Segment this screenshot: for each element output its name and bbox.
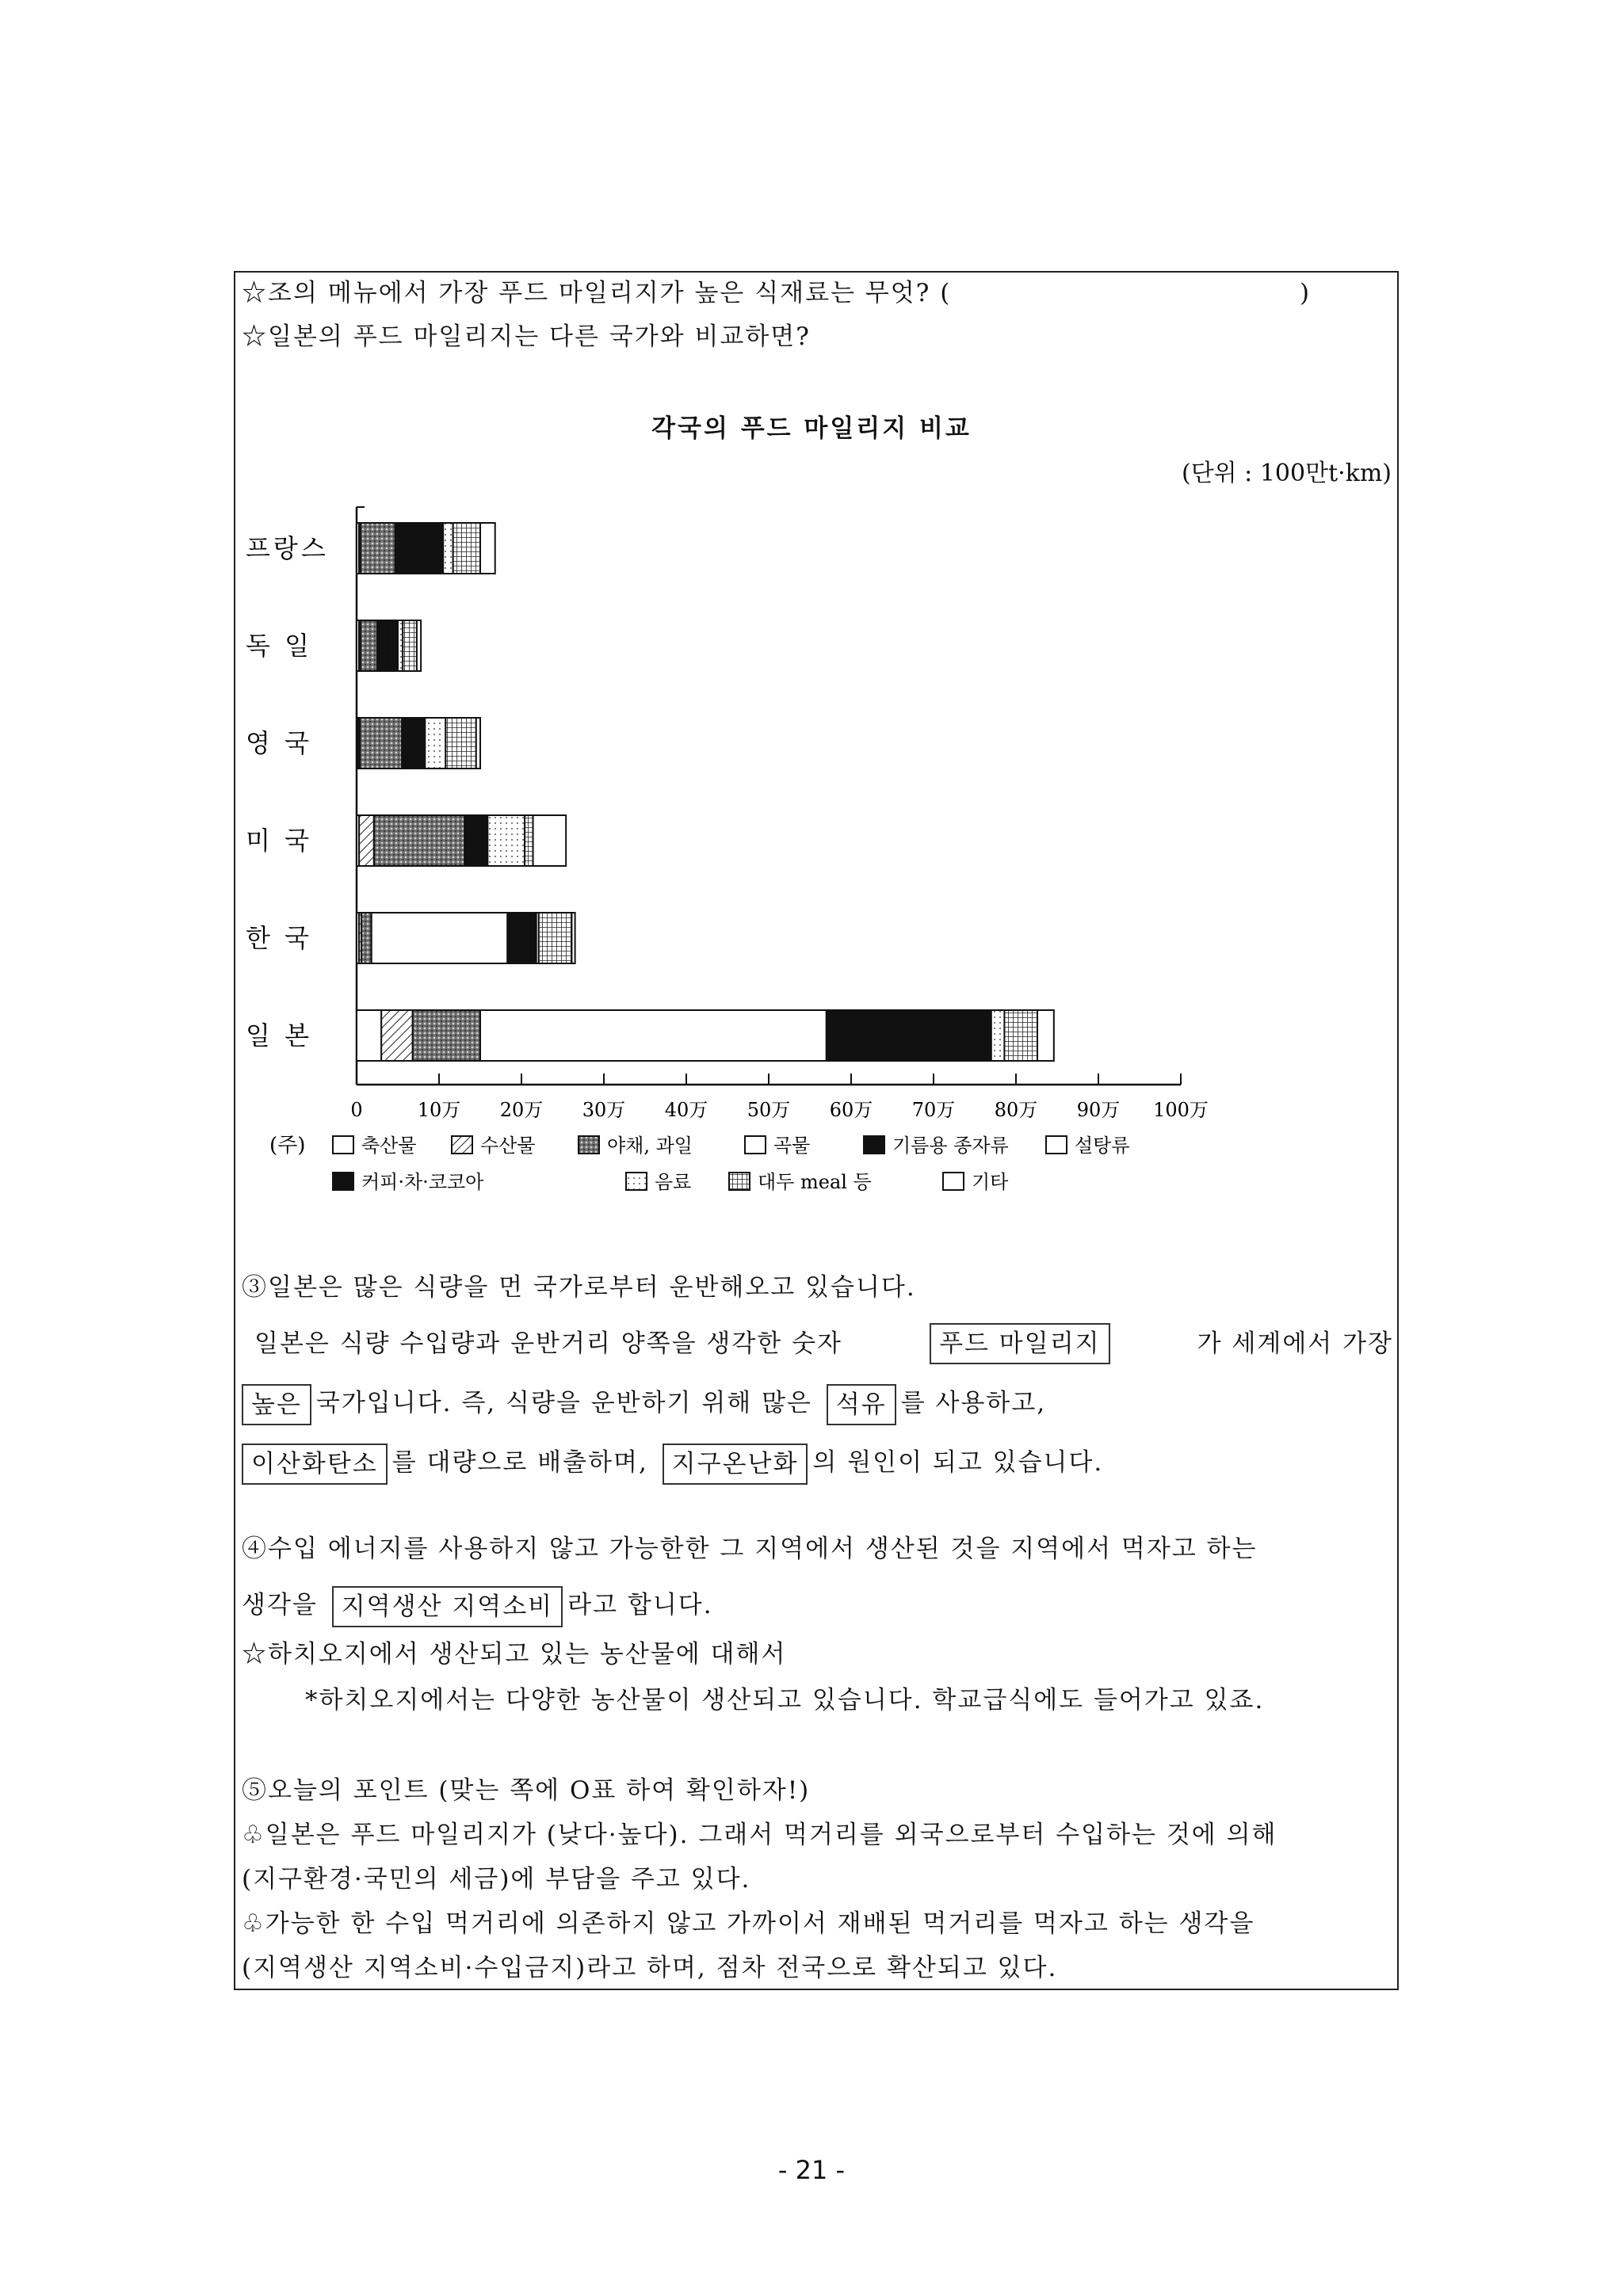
chart-legend xyxy=(269,1134,1130,1193)
legend-swatch xyxy=(864,1136,884,1154)
category-label: 한 국 xyxy=(246,923,312,953)
category-label: 미 국 xyxy=(246,826,312,856)
x-tick-label: 90万 xyxy=(1076,1099,1121,1121)
bar-segment xyxy=(827,1010,991,1061)
bar-segment xyxy=(425,718,445,769)
answer-box-oil: 석유 xyxy=(827,1384,896,1425)
section-3-line-4: 이산화탄소 를 대량으로 배출하며, 지구온난화 의 원인이 되고 있습니다. xyxy=(242,1442,1393,1485)
section-5-line-2: ♧일본은 푸드 마일리지가 (낮다·높다). 그래서 먹거리를 외국으로부터 수입하는 것에 의해 xyxy=(242,1821,1277,1849)
bar-segment xyxy=(1037,1010,1054,1061)
section-5-line-5: (지역생산 지역소비·수입금지)라고 하며, 점차 전국으로 확산되고 있다. xyxy=(242,1954,1058,1982)
answer-box-food-mileage: 푸드 마일리지 xyxy=(930,1323,1110,1364)
legend-swatch xyxy=(626,1173,647,1190)
bar-segment xyxy=(453,523,480,574)
bar-segment xyxy=(487,815,525,866)
chart-bars xyxy=(357,523,1054,1061)
legend-label: 수산물 xyxy=(480,1135,536,1157)
legend-swatch xyxy=(745,1136,766,1154)
x-tick-label: 10万 xyxy=(417,1099,461,1121)
category-label: 프랑스 xyxy=(246,533,329,563)
bar-segment xyxy=(372,913,508,963)
x-tick-label: 50万 xyxy=(747,1099,791,1121)
answer-box-global-warming: 지구온난화 xyxy=(663,1444,808,1485)
section-5-line-3: (지구환경·국민의 세금)에 부담을 주고 있다. xyxy=(242,1865,751,1894)
category-label: 영 국 xyxy=(246,728,312,758)
legend-label: 음료 xyxy=(655,1171,692,1193)
bar-segment xyxy=(403,620,417,671)
legend-swatch xyxy=(579,1136,599,1154)
answer-box-co2: 이산화탄소 xyxy=(242,1444,388,1485)
section-5-line-1: ⑤오늘의 포인트 (맞는 쪽에 O표 하여 확인하자!) xyxy=(242,1776,811,1805)
bar-segment xyxy=(411,718,426,769)
category-label: 독 일 xyxy=(246,631,312,661)
legend-label: 설탕류 xyxy=(1075,1135,1130,1157)
bar-segment xyxy=(1004,1010,1037,1061)
bar-segment xyxy=(480,1010,827,1061)
bar-segment xyxy=(357,1010,381,1061)
legend-swatch xyxy=(333,1136,353,1154)
x-tick-label: 60万 xyxy=(829,1099,873,1121)
bar-segment xyxy=(377,620,388,671)
answer-box-local-production: 지역생산 지역소비 xyxy=(332,1586,563,1627)
question-1-close: ) xyxy=(1300,279,1312,307)
bar-segment xyxy=(360,718,402,769)
x-tick-label: 70万 xyxy=(911,1099,956,1121)
section-4-line-4: *하치오지에서는 다양한 농산물이 생산되고 있습니다. 학교급식에도 들어가고 있죠. xyxy=(305,1686,1265,1714)
x-tick-label: 20万 xyxy=(499,1099,544,1121)
legend-swatch xyxy=(333,1173,353,1190)
bar-segment xyxy=(361,913,371,963)
page-number: - 21 - xyxy=(777,2155,846,2185)
x-tick-label: 30万 xyxy=(582,1099,626,1121)
legend-prefix: (주) xyxy=(269,1134,306,1158)
bar-segment xyxy=(361,523,395,574)
bar-segment xyxy=(480,523,495,574)
bar-segment xyxy=(476,718,480,769)
bar-segment xyxy=(417,620,421,671)
bar-segment xyxy=(507,913,536,963)
food-mileage-chart xyxy=(238,499,1228,1212)
chart-title: 각국의 푸드 마일리지 비교 xyxy=(651,414,972,443)
bar-segment xyxy=(381,1010,413,1061)
section-3-title: ③일본은 많은 식량을 먼 국가로부터 운반해오고 있습니다. xyxy=(242,1273,916,1302)
bar-segment xyxy=(539,913,572,963)
section-5-line-4: ♧가능한 한 수입 먹거리에 의존하지 않고 가까이서 재배된 먹거리를 먹자고 하는 생각을 xyxy=(242,1909,1255,1938)
legend-swatch xyxy=(452,1136,472,1154)
bar-segment xyxy=(525,815,533,866)
bar-segment xyxy=(388,620,398,671)
legend-label: 곡물 xyxy=(773,1135,811,1157)
question-1-text: ☆조의 메뉴에서 가장 푸드 마일리지가 높은 식재료는 무엇? ( xyxy=(242,279,952,307)
legend-label: 대두 meal 등 xyxy=(758,1171,872,1193)
chart-unit: (단위 : 100만t·km) xyxy=(1181,460,1392,487)
bar-segment xyxy=(443,523,453,574)
bar-segment xyxy=(445,718,475,769)
bar-segment xyxy=(464,815,487,866)
legend-label: 커피·차·코코아 xyxy=(361,1171,484,1193)
bar-segment xyxy=(359,815,374,866)
bar-segment xyxy=(571,913,575,963)
x-tick-label: 100万 xyxy=(1153,1099,1209,1121)
bar-segment xyxy=(361,620,377,671)
bar-segment xyxy=(991,1010,1005,1061)
bar-segment xyxy=(402,718,410,769)
bar-segment xyxy=(374,815,464,866)
question-2: ☆일본의 푸드 마일리지는 다른 국가와 비교하면? xyxy=(242,322,811,351)
legend-label: 기름용 종자류 xyxy=(892,1135,1009,1157)
x-tick-label: 0 xyxy=(350,1099,363,1121)
section-4-line-2: 생각을 지역생산 지역소비 라고 합니다. xyxy=(242,1585,1393,1627)
answer-box-highest: 높은 xyxy=(242,1384,311,1425)
legend-swatch xyxy=(729,1173,750,1190)
legend-label: 야채, 과일 xyxy=(607,1135,693,1157)
x-tick-label: 80万 xyxy=(994,1099,1038,1121)
section-3-line-2: 일본은 식량 수입량과 운반거리 양쪽을 생각한 숫자 푸드 마일리지 가 세계에서 가장 xyxy=(242,1323,1393,1364)
bar-segment xyxy=(395,523,443,574)
x-tick-label: 40万 xyxy=(664,1099,708,1121)
bar-segment xyxy=(413,1010,480,1061)
section-4-line-1: ④수입 에너지를 사용하지 않고 가능한한 그 지역에서 생산된 것을 지역에서 먹자고 하는 xyxy=(242,1535,1258,1563)
question-1 xyxy=(242,277,1393,309)
legend-label: 축산물 xyxy=(361,1135,417,1157)
legend-swatch xyxy=(1046,1136,1067,1154)
section-3-line-3: 높은 국가입니다. 즉, 식량을 운반하기 위해 많은 석유 를 사용하고, xyxy=(242,1383,1393,1425)
category-label: 일 본 xyxy=(246,1020,312,1051)
bar-segment xyxy=(533,815,567,866)
section-4-line-3: ☆하치오지에서 생산되고 있는 농산물에 대해서 xyxy=(242,1640,787,1669)
legend-label: 기타 xyxy=(972,1171,1009,1193)
legend-swatch xyxy=(943,1173,964,1190)
